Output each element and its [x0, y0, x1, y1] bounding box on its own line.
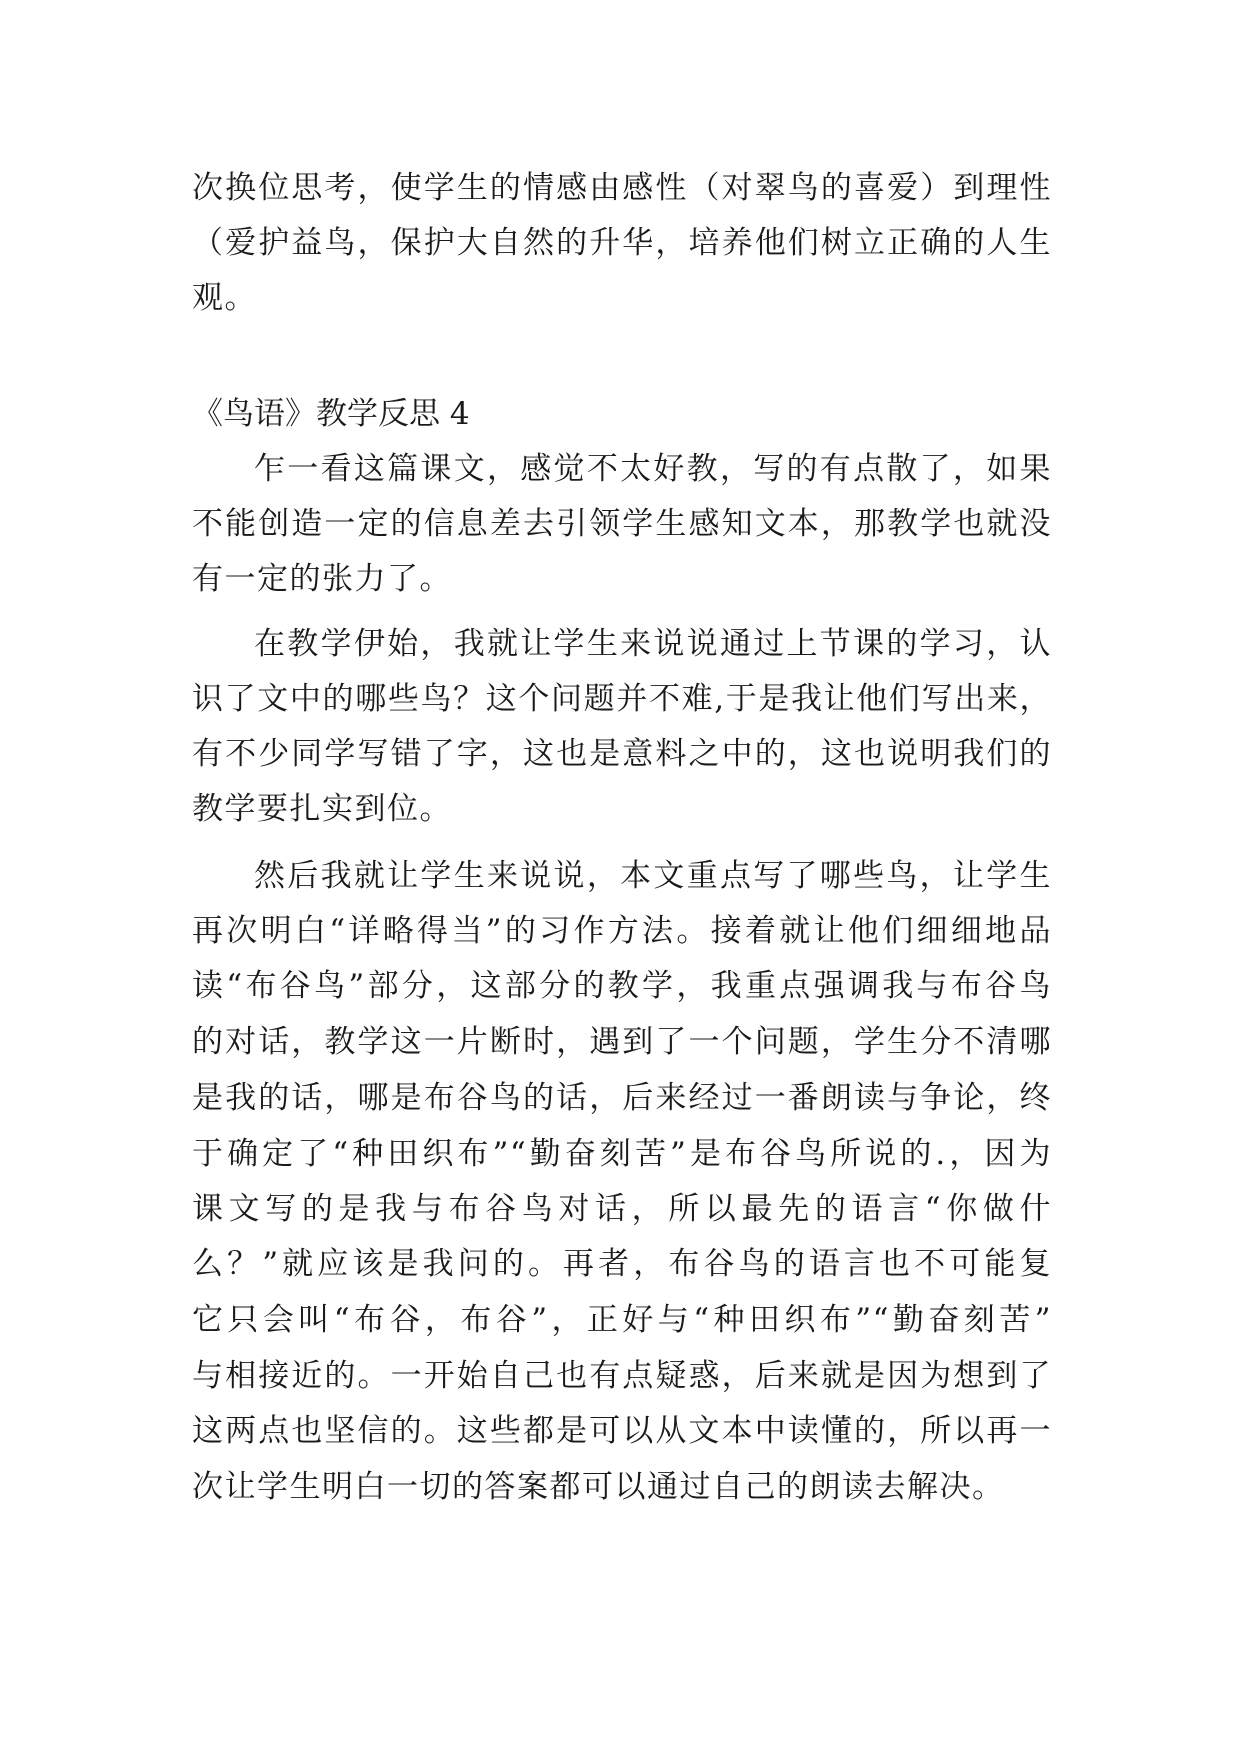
paragraph-3-line-10: 与相接近的。一开始自己也有点疑惑，后来就是因为想到了 [192, 1358, 1052, 1394]
paragraph-2-line-1: 在教学伊始，我就让学生来说说通过上节课的学习，认 [254, 626, 1052, 662]
section-title: 《鸟语》教学反思 4 [192, 396, 470, 432]
paragraph-3-line-1: 然后我就让学生来说说，本文重点写了哪些鸟，让学生 [254, 858, 1052, 894]
paragraph-3-line-9: 它只会叫“布谷，布谷”，正好与“种田织布”“勤奋刻苦” [192, 1302, 1052, 1338]
paragraph-2-line-4: 教学要扎实到位。 [192, 791, 452, 827]
intro-line-2: （爱护益鸟，保护大自然的升华，培养他们树立正确的人生 [192, 225, 1052, 261]
paragraph-2-line-3: 有不少同学写错了字，这也是意料之中的，这也说明我们的 [192, 736, 1052, 772]
paragraph-1-line-1: 乍一看这篇课文，感觉不太好教，写的有点散了，如果 [254, 451, 1052, 487]
paragraph-3-line-12: 次让学生明白一切的答案都可以通过自己的朗读去解决。 [192, 1469, 1005, 1505]
paragraph-2-line-2: 识了文中的哪些鸟？这个问题并不难,于是我让他们写出来， [192, 681, 1052, 717]
paragraph-1-line-3: 有一定的张力了。 [192, 561, 452, 597]
paragraph-1-line-2: 不能创造一定的信息差去引领学生感知文本，那教学也就没 [192, 506, 1052, 542]
paragraph-3-line-6: 于确定了“种田织布”“勤奋刻苦”是布谷鸟所说的.，因为 [192, 1136, 1052, 1172]
paragraph-3-line-5: 是我的话，哪是布谷鸟的话，后来经过一番朗读与争论，终 [192, 1080, 1052, 1116]
paragraph-3-line-8: 么？”就应该是我问的。再者，布谷鸟的语言也不可能复 [192, 1246, 1052, 1282]
paragraph-3-line-2: 再次明白“详略得当”的习作方法。接着就让他们细细地品 [192, 913, 1052, 949]
paragraph-3-line-7: 课文写的是我与布谷鸟对话，所以最先的语言“你做什 [192, 1191, 1052, 1227]
intro-line-1: 次换位思考，使学生的情感由感性（对翠鸟的喜爱）到理性 [192, 170, 1052, 206]
paragraph-3-line-11: 这两点也坚信的。这些都是可以从文本中读懂的，所以再一 [192, 1413, 1052, 1449]
paragraph-3-line-4: 的对话，教学这一片断时，遇到了一个问题，学生分不清哪 [192, 1024, 1052, 1060]
intro-line-3: 观。 [192, 280, 257, 316]
paragraph-3-line-3: 读“布谷鸟”部分，这部分的教学，我重点强调我与布谷鸟 [192, 968, 1052, 1004]
